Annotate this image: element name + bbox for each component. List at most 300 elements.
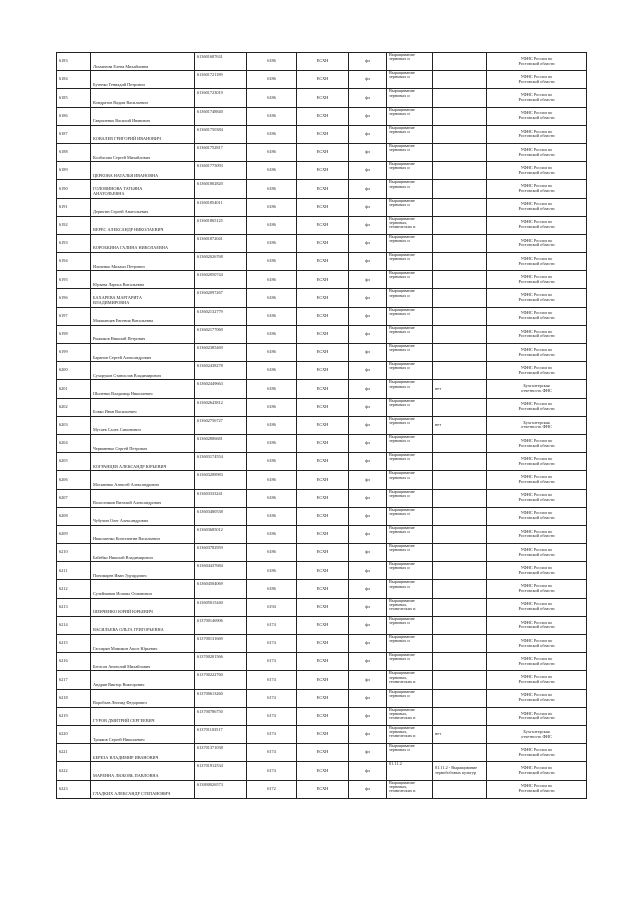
activity-description: Выращивание зерновых и bbox=[387, 125, 433, 143]
activity-description: Выращивание зерновых и bbox=[387, 180, 433, 198]
tax-office-code: 6186 bbox=[247, 89, 297, 107]
extra-info bbox=[433, 780, 487, 798]
table-row bbox=[57, 671, 587, 689]
row-number: 6218 bbox=[57, 689, 91, 707]
taxpayer-name: КОРОБКИНА ГАЛИНА НИКОЛАЕВНА bbox=[91, 234, 195, 252]
activity-description: Выращивание зерновых и bbox=[387, 507, 433, 525]
extra-info bbox=[433, 198, 487, 216]
source-organization: УФНС России по Ростовской области bbox=[487, 562, 587, 580]
source-organization: УФНС России по Ростовской области bbox=[487, 180, 587, 198]
row-number: 6201 bbox=[57, 380, 91, 398]
taxpayer-inn: 613603333241 bbox=[195, 489, 247, 507]
taxpayer-name: Чубучин Олег Александрович bbox=[91, 507, 195, 525]
row-number: 6202 bbox=[57, 398, 91, 416]
tax-office-code: 6186 bbox=[247, 525, 297, 543]
table-row bbox=[57, 107, 587, 125]
activity-description: Выращивание зерновых и bbox=[387, 234, 433, 252]
taxpayer-name: Колбасова Сергей Михайлович bbox=[91, 143, 195, 161]
source-organization: УФНС России по Ростовской области bbox=[487, 689, 587, 707]
taxpayer-type: фл bbox=[349, 198, 387, 216]
source-organization: УФНС России по Ростовской области bbox=[487, 53, 587, 71]
taxpayer-type: фл bbox=[349, 562, 387, 580]
extra-info bbox=[433, 707, 487, 725]
extra-info bbox=[433, 525, 487, 543]
tax-regime: ЕСХН bbox=[297, 289, 349, 307]
table-row bbox=[57, 162, 587, 180]
tax-regime: ЕСХН bbox=[297, 671, 349, 689]
taxpayer-inn: 613602177069 bbox=[195, 325, 247, 343]
table-row bbox=[57, 580, 587, 598]
extra-info bbox=[433, 471, 487, 489]
table-row bbox=[57, 489, 587, 507]
taxpayer-name: Мокшанцев Евгения Витальевна bbox=[91, 307, 195, 325]
row-number: 6183 bbox=[57, 53, 91, 71]
source-organization: УФНС России по Ростовской области bbox=[487, 635, 587, 653]
tax-office-code: 6174 bbox=[247, 689, 297, 707]
table-row bbox=[57, 325, 587, 343]
tax-office-code: 6174 bbox=[247, 616, 297, 634]
taxpayer-type: фл bbox=[349, 525, 387, 543]
taxpayer-name: ВЕРЕС АЛЕКСАНДР НИКОЛАЕВИЧ bbox=[91, 216, 195, 234]
extra-info bbox=[433, 489, 487, 507]
row-number: 6213 bbox=[57, 598, 91, 616]
tax-office-code: 6186 bbox=[247, 289, 297, 307]
registry-page bbox=[56, 52, 586, 799]
source-organization: УФНС России по Ростовской области bbox=[487, 762, 587, 780]
taxpayer-inn: 613603685012 bbox=[195, 525, 247, 543]
tax-regime: ЕСХН bbox=[297, 780, 349, 798]
activity-description: Выращивание зерновых и bbox=[387, 307, 433, 325]
source-organization: УФНС России по Ростовской области bbox=[487, 707, 587, 725]
taxpayer-type: фл bbox=[349, 416, 387, 434]
taxpayer-name: ШЕВЧЕНКО ЮРИЙ ЮРЬЕВИЧ bbox=[91, 598, 195, 616]
row-number: 6221 bbox=[57, 744, 91, 762]
row-number: 6200 bbox=[57, 362, 91, 380]
taxpayer-inn: 613601750384 bbox=[195, 125, 247, 143]
tax-office-code: 6194 bbox=[247, 598, 297, 616]
table-row bbox=[57, 344, 587, 362]
extra-info bbox=[433, 653, 487, 671]
tax-regime: ЕСХН bbox=[297, 562, 349, 580]
tax-office-code: 6186 bbox=[247, 216, 297, 234]
tax-regime: ЕСХН bbox=[297, 234, 349, 252]
table-row bbox=[57, 471, 587, 489]
taxpayer-name: Ильченко Михаил Петрович bbox=[91, 253, 195, 271]
table-row bbox=[57, 89, 587, 107]
activity-description: Выращивание зерновых и bbox=[387, 325, 433, 343]
tax-office-code: 6186 bbox=[247, 471, 297, 489]
table-row bbox=[57, 453, 587, 471]
activity-description: Выращивание зерновых и bbox=[387, 271, 433, 289]
extra-info bbox=[433, 507, 487, 525]
taxpayer-type: фл bbox=[349, 434, 387, 452]
table-row bbox=[57, 53, 587, 71]
taxpayer-name: ГОЛОВИНОВА ТАТЬЯНА АНАТОЛЬЕВНА bbox=[91, 180, 195, 198]
source-organization: УФНС России по Ростовской области bbox=[487, 198, 587, 216]
tax-regime: ЕСХН bbox=[297, 271, 349, 289]
taxpayer-name: Бовко Иван Васильевич bbox=[91, 398, 195, 416]
extra-info bbox=[433, 143, 487, 161]
row-number: 6198 bbox=[57, 325, 91, 343]
taxpayer-name: Гавриленко Василий Иванович bbox=[91, 107, 195, 125]
taxpayer-type: фл bbox=[349, 71, 387, 89]
taxpayer-name: Мусаев Салех Симонович bbox=[91, 416, 195, 434]
taxpayer-inn: 613602756727 bbox=[195, 416, 247, 434]
activity-description: Выращивание зерновых и bbox=[387, 653, 433, 671]
row-number: 6191 bbox=[57, 198, 91, 216]
taxpayer-type: фл bbox=[349, 489, 387, 507]
extra-info bbox=[433, 580, 487, 598]
extra-info bbox=[433, 689, 487, 707]
taxpayer-inn: 613602132779 bbox=[195, 307, 247, 325]
extra-info bbox=[433, 344, 487, 362]
taxpayer-inn: 613601752817 bbox=[195, 143, 247, 161]
table-row bbox=[57, 525, 587, 543]
tax-office-code: 6186 bbox=[247, 180, 297, 198]
row-number: 6211 bbox=[57, 562, 91, 580]
tax-office-code: 6174 bbox=[247, 762, 297, 780]
taxpayer-type: фл bbox=[349, 89, 387, 107]
tax-regime: ЕСХН bbox=[297, 689, 349, 707]
taxpayer-name: ГУРОВ ДМИТРИЙ СЕРГЕЕВИЧ bbox=[91, 707, 195, 725]
table-row bbox=[57, 762, 587, 780]
extra-info bbox=[433, 289, 487, 307]
taxpayer-type: фл bbox=[349, 398, 387, 416]
source-organization: УФНС России по Ростовской области bbox=[487, 344, 587, 362]
tax-office-code: 6186 bbox=[247, 143, 297, 161]
taxpayer-type: фл bbox=[349, 689, 387, 707]
taxpayer-name: Трояков Сергей Николаевич bbox=[91, 725, 195, 743]
registry-rows bbox=[57, 53, 587, 799]
tax-regime: ЕСХН bbox=[297, 471, 349, 489]
activity-description: Выращивание зерновых, технических и bbox=[387, 780, 433, 798]
tax-regime: ЕСХН bbox=[297, 107, 349, 125]
taxpayer-inn: 613605015440 bbox=[195, 598, 247, 616]
tax-regime: ЕСХН bbox=[297, 325, 349, 343]
taxpayer-inn: 613700131669 bbox=[195, 635, 247, 653]
taxpayer-inn: 613601687631 bbox=[195, 53, 247, 71]
taxpayer-type: фл bbox=[349, 616, 387, 634]
tax-office-code: 6186 bbox=[247, 562, 297, 580]
extra-info bbox=[433, 453, 487, 471]
taxpayer-type: фл bbox=[349, 344, 387, 362]
activity-description: Выращивание зерновых и bbox=[387, 616, 433, 634]
tax-office-code: 6186 bbox=[247, 398, 297, 416]
activity-description: Выращивание зерновых, технических и bbox=[387, 598, 433, 616]
tax-regime: ЕСХН bbox=[297, 416, 349, 434]
tax-office-code: 6174 bbox=[247, 744, 297, 762]
source-organization: УФНС России по Ростовской области bbox=[487, 525, 587, 543]
taxpayer-type: фл bbox=[349, 362, 387, 380]
activity-description: Выращивание зерновых и bbox=[387, 580, 433, 598]
extra-info: нет bbox=[433, 416, 487, 434]
activity-description: Выращивание зерновых и bbox=[387, 107, 433, 125]
source-organization: УФНС России по Ростовской области bbox=[487, 271, 587, 289]
taxpayer-inn: 613603174554 bbox=[195, 453, 247, 471]
row-number: 6208 bbox=[57, 507, 91, 525]
row-number: 6215 bbox=[57, 635, 91, 653]
tax-regime: ЕСХН bbox=[297, 344, 349, 362]
tax-regime: ЕСХН bbox=[297, 53, 349, 71]
registry-table bbox=[56, 52, 587, 799]
tax-office-code: 6186 bbox=[247, 162, 297, 180]
extra-info bbox=[433, 562, 487, 580]
taxpayer-type: фл bbox=[349, 253, 387, 271]
tax-office-code: 6186 bbox=[247, 125, 297, 143]
activity-description: Выращивание зерновых и bbox=[387, 71, 433, 89]
table-row bbox=[57, 271, 587, 289]
row-number: 6223 bbox=[57, 780, 91, 798]
row-number: 6212 bbox=[57, 580, 91, 598]
table-row bbox=[57, 307, 587, 325]
activity-description: Выращивание зерновых и bbox=[387, 525, 433, 543]
taxpayer-type: фл bbox=[349, 471, 387, 489]
taxpayer-type: фл bbox=[349, 380, 387, 398]
extra-info bbox=[433, 434, 487, 452]
activity-description: 01.11.2 bbox=[387, 762, 433, 780]
row-number: 6206 bbox=[57, 471, 91, 489]
tax-office-code: 6186 bbox=[247, 362, 297, 380]
tax-office-code: 6186 bbox=[247, 434, 297, 452]
activity-description: Выращивание зерновых и bbox=[387, 471, 433, 489]
taxpayer-inn: 613604504069 bbox=[195, 580, 247, 598]
taxpayer-inn: 613601723019 bbox=[195, 89, 247, 107]
taxpayer-inn: 613700146906 bbox=[195, 616, 247, 634]
taxpayer-inn: 613700201566 bbox=[195, 653, 247, 671]
activity-description: Выращивание зерновых, технических и bbox=[387, 707, 433, 725]
taxpayer-inn: 613601775093 bbox=[195, 162, 247, 180]
taxpayer-name: Черваненко Сергей Петрович bbox=[91, 434, 195, 452]
extra-info bbox=[433, 107, 487, 125]
taxpayer-inn: 613602438278 bbox=[195, 362, 247, 380]
taxpayer-type: фл bbox=[349, 671, 387, 689]
extra-info bbox=[433, 307, 487, 325]
taxpayer-type: фл bbox=[349, 143, 387, 161]
row-number: 6193 bbox=[57, 234, 91, 252]
taxpayer-type: фл bbox=[349, 653, 387, 671]
taxpayer-type: фл bbox=[349, 453, 387, 471]
tax-regime: ЕСХН bbox=[297, 580, 349, 598]
tax-regime: ЕСХН bbox=[297, 598, 349, 616]
taxpayer-name: Рыжиков Николай Петрович bbox=[91, 325, 195, 343]
source-organization: УФНС России по Ростовской области bbox=[487, 453, 587, 471]
source-organization: УФНС России по Ростовской области bbox=[487, 71, 587, 89]
tax-regime: ЕСХН bbox=[297, 125, 349, 143]
row-number: 6210 bbox=[57, 544, 91, 562]
taxpayer-inn: 613601802820 bbox=[195, 180, 247, 198]
taxpayer-name: Пономарев Иван Эдуардович bbox=[91, 562, 195, 580]
taxpayer-name: БАХАРЕВА МАРГАРИТА ВЛАДИМИРОВНА bbox=[91, 289, 195, 307]
tax-office-code: 6186 bbox=[247, 107, 297, 125]
taxpayer-type: фл bbox=[349, 216, 387, 234]
row-number: 6203 bbox=[57, 416, 91, 434]
extra-info bbox=[433, 744, 487, 762]
tax-regime: ЕСХН bbox=[297, 162, 349, 180]
table-row bbox=[57, 544, 587, 562]
taxpayer-type: фл bbox=[349, 307, 387, 325]
taxpayer-type: фл bbox=[349, 162, 387, 180]
tax-regime: ЕСХН bbox=[297, 89, 349, 107]
taxpayer-inn: 613602643812 bbox=[195, 398, 247, 416]
source-organization: УФНС России по Ростовской области bbox=[487, 598, 587, 616]
activity-description: Выращивание зерновых и bbox=[387, 398, 433, 416]
tax-regime: ЕСХН bbox=[297, 216, 349, 234]
tax-regime: ЕСХН bbox=[297, 616, 349, 634]
taxpayer-name: КОВАЛЕВ ГРИГОРИЙ ИВАНОВИЧ bbox=[91, 125, 195, 143]
extra-info bbox=[433, 125, 487, 143]
tax-office-code: 6186 bbox=[247, 344, 297, 362]
activity-description: Выращивание зерновых, технических и bbox=[387, 671, 433, 689]
source-organization: Бухгалтерская отчетность ФНС bbox=[487, 416, 587, 434]
taxpayer-name: Сухоруков Станислав Владимирович bbox=[91, 362, 195, 380]
source-organization: УФНС России по Ростовской области bbox=[487, 162, 587, 180]
taxpayer-inn: 613602026768 bbox=[195, 253, 247, 271]
taxpayer-type: фл bbox=[349, 507, 387, 525]
table-row bbox=[57, 198, 587, 216]
extra-info bbox=[433, 216, 487, 234]
table-row bbox=[57, 598, 587, 616]
tax-regime: ЕСХН bbox=[297, 143, 349, 161]
tax-office-code: 6174 bbox=[247, 671, 297, 689]
taxpayer-type: фл bbox=[349, 53, 387, 71]
row-number: 6204 bbox=[57, 434, 91, 452]
activity-description: Выращивание зерновых и bbox=[387, 53, 433, 71]
activity-description: Выращивание зерновых, технических и bbox=[387, 725, 433, 743]
source-organization: Бухгалтерская отчетность ФНС bbox=[487, 725, 587, 743]
activity-description: Выращивание зерновых и bbox=[387, 434, 433, 452]
tax-regime: ЕСХН bbox=[297, 380, 349, 398]
taxpayer-inn: 613700786750 bbox=[195, 707, 247, 725]
taxpayer-name: Сулейманов Исмаил Османович bbox=[91, 580, 195, 598]
extra-info bbox=[433, 53, 487, 71]
tax-regime: ЕСХН bbox=[297, 180, 349, 198]
activity-description: Выращивание зерновых и bbox=[387, 689, 433, 707]
taxpayer-name: Николаенко Константин Васильевич bbox=[91, 525, 195, 543]
table-row bbox=[57, 380, 587, 398]
row-number: 6192 bbox=[57, 216, 91, 234]
table-row bbox=[57, 616, 587, 634]
taxpayer-type: фл bbox=[349, 762, 387, 780]
taxpayer-name: Бутенко Геннадий Петрович bbox=[91, 71, 195, 89]
taxpayer-inn: 613701103517 bbox=[195, 725, 247, 743]
taxpayer-inn: 613603782959 bbox=[195, 544, 247, 562]
source-organization: УФНС России по Ростовской области bbox=[487, 362, 587, 380]
row-number: 6222 bbox=[57, 762, 91, 780]
source-organization: УФНС России по Ростовской области bbox=[487, 780, 587, 798]
source-organization: УФНС России по Ростовской области bbox=[487, 580, 587, 598]
tax-office-code: 6186 bbox=[247, 71, 297, 89]
table-row bbox=[57, 216, 587, 234]
tax-office-code: 6174 bbox=[247, 707, 297, 725]
extra-info bbox=[433, 162, 487, 180]
source-organization: УФНС России по Ростовской области bbox=[487, 489, 587, 507]
tax-office-code: 6186 bbox=[247, 53, 297, 71]
taxpayer-type: фл bbox=[349, 325, 387, 343]
row-number: 6205 bbox=[57, 453, 91, 471]
table-row bbox=[57, 507, 587, 525]
activity-description: Выращивание зерновых и bbox=[387, 744, 433, 762]
source-organization: Бухгалтерская отчетность ФНС bbox=[487, 380, 587, 398]
source-organization: УФНС России по Ростовской области bbox=[487, 125, 587, 143]
taxpayer-name: КОГРАНЦЕВ АЛЕКСАНДР ЮРЬЕВИЧ bbox=[91, 453, 195, 471]
taxpayer-inn: 613602449663 bbox=[195, 380, 247, 398]
row-number: 6197 bbox=[57, 307, 91, 325]
tax-office-code: 6186 bbox=[247, 416, 297, 434]
activity-description: Выращивание зерновых и bbox=[387, 544, 433, 562]
taxpayer-name: Шиленко Владимир Николаевич bbox=[91, 380, 195, 398]
row-number: 6219 bbox=[57, 707, 91, 725]
tax-regime: ЕСХН bbox=[297, 198, 349, 216]
source-organization: УФНС России по Ростовской области bbox=[487, 216, 587, 234]
taxpayer-inn: 613601865125 bbox=[195, 216, 247, 234]
taxpayer-inn: 613700222760 bbox=[195, 671, 247, 689]
source-organization: УФНС России по Ростовской области bbox=[487, 616, 587, 634]
activity-description: Выращивание зерновых и bbox=[387, 362, 433, 380]
taxpayer-name: Москвенко Алексей Александрович bbox=[91, 471, 195, 489]
extra-info bbox=[433, 598, 487, 616]
row-number: 6187 bbox=[57, 125, 91, 143]
source-organization: УФНС России по Ростовской области bbox=[487, 253, 587, 271]
activity-description: Выращивание зерновых и bbox=[387, 162, 433, 180]
source-organization: УФНС России по Ростовской области bbox=[487, 653, 587, 671]
taxpayer-name: Дерюгин Сергей Анатольевич bbox=[91, 198, 195, 216]
tax-regime: ЕСХН bbox=[297, 653, 349, 671]
source-organization: УФНС России по Ростовской области bbox=[487, 398, 587, 416]
extra-info bbox=[433, 325, 487, 343]
taxpayer-type: фл bbox=[349, 635, 387, 653]
taxpayer-name: ГЛАДКИХ АЛЕКСАНДР СТЕПАНОВИЧ bbox=[91, 780, 195, 798]
activity-description: Выращивание зерновых и bbox=[387, 635, 433, 653]
tax-office-code: 6186 bbox=[247, 234, 297, 252]
taxpayer-inn: 613601748840 bbox=[195, 107, 247, 125]
table-row bbox=[57, 143, 587, 161]
extra-info bbox=[433, 271, 487, 289]
taxpayer-name: Волосников Виталий Александрович bbox=[91, 489, 195, 507]
taxpayer-type: фл bbox=[349, 107, 387, 125]
activity-description: Выращивание зерновых, технических и bbox=[387, 216, 433, 234]
tax-regime: ЕСХН bbox=[297, 307, 349, 325]
tax-regime: ЕСХН bbox=[297, 544, 349, 562]
tax-regime: ЕСХН bbox=[297, 725, 349, 743]
extra-info bbox=[433, 71, 487, 89]
activity-description: Выращивание зерновых и bbox=[387, 289, 433, 307]
taxpayer-name: Бабейко Николай Владимирович bbox=[91, 544, 195, 562]
row-number: 6220 bbox=[57, 725, 91, 743]
taxpayer-inn: 613701912534 bbox=[195, 762, 247, 780]
tax-office-code: 6186 bbox=[247, 380, 297, 398]
activity-description: Выращивание зерновых и bbox=[387, 89, 433, 107]
activity-description: Выращивание зерновых и bbox=[387, 489, 433, 507]
tax-regime: ЕСХН bbox=[297, 762, 349, 780]
taxpayer-name: Воробьев Леонид Федорович bbox=[91, 689, 195, 707]
taxpayer-name: Андрян Виктор Викторович bbox=[91, 671, 195, 689]
taxpayer-type: фл bbox=[349, 780, 387, 798]
row-number: 6214 bbox=[57, 616, 91, 634]
taxpayer-type: фл bbox=[349, 744, 387, 762]
tax-office-code: 6174 bbox=[247, 653, 297, 671]
row-number: 6199 bbox=[57, 344, 91, 362]
taxpayer-name: Лохматова Елена Михайловна bbox=[91, 53, 195, 71]
row-number: 6186 bbox=[57, 107, 91, 125]
taxpayer-type: фл bbox=[349, 234, 387, 252]
source-organization: УФНС России по Ростовской области bbox=[487, 234, 587, 252]
tax-regime: ЕСХН bbox=[297, 362, 349, 380]
taxpayer-name: Кондратов Вадим Васильевич bbox=[91, 89, 195, 107]
source-organization: УФНС России по Ростовской области bbox=[487, 434, 587, 452]
source-organization: УФНС России по Ростовской области bbox=[487, 307, 587, 325]
tax-office-code: 6186 bbox=[247, 198, 297, 216]
extra-info bbox=[433, 544, 487, 562]
